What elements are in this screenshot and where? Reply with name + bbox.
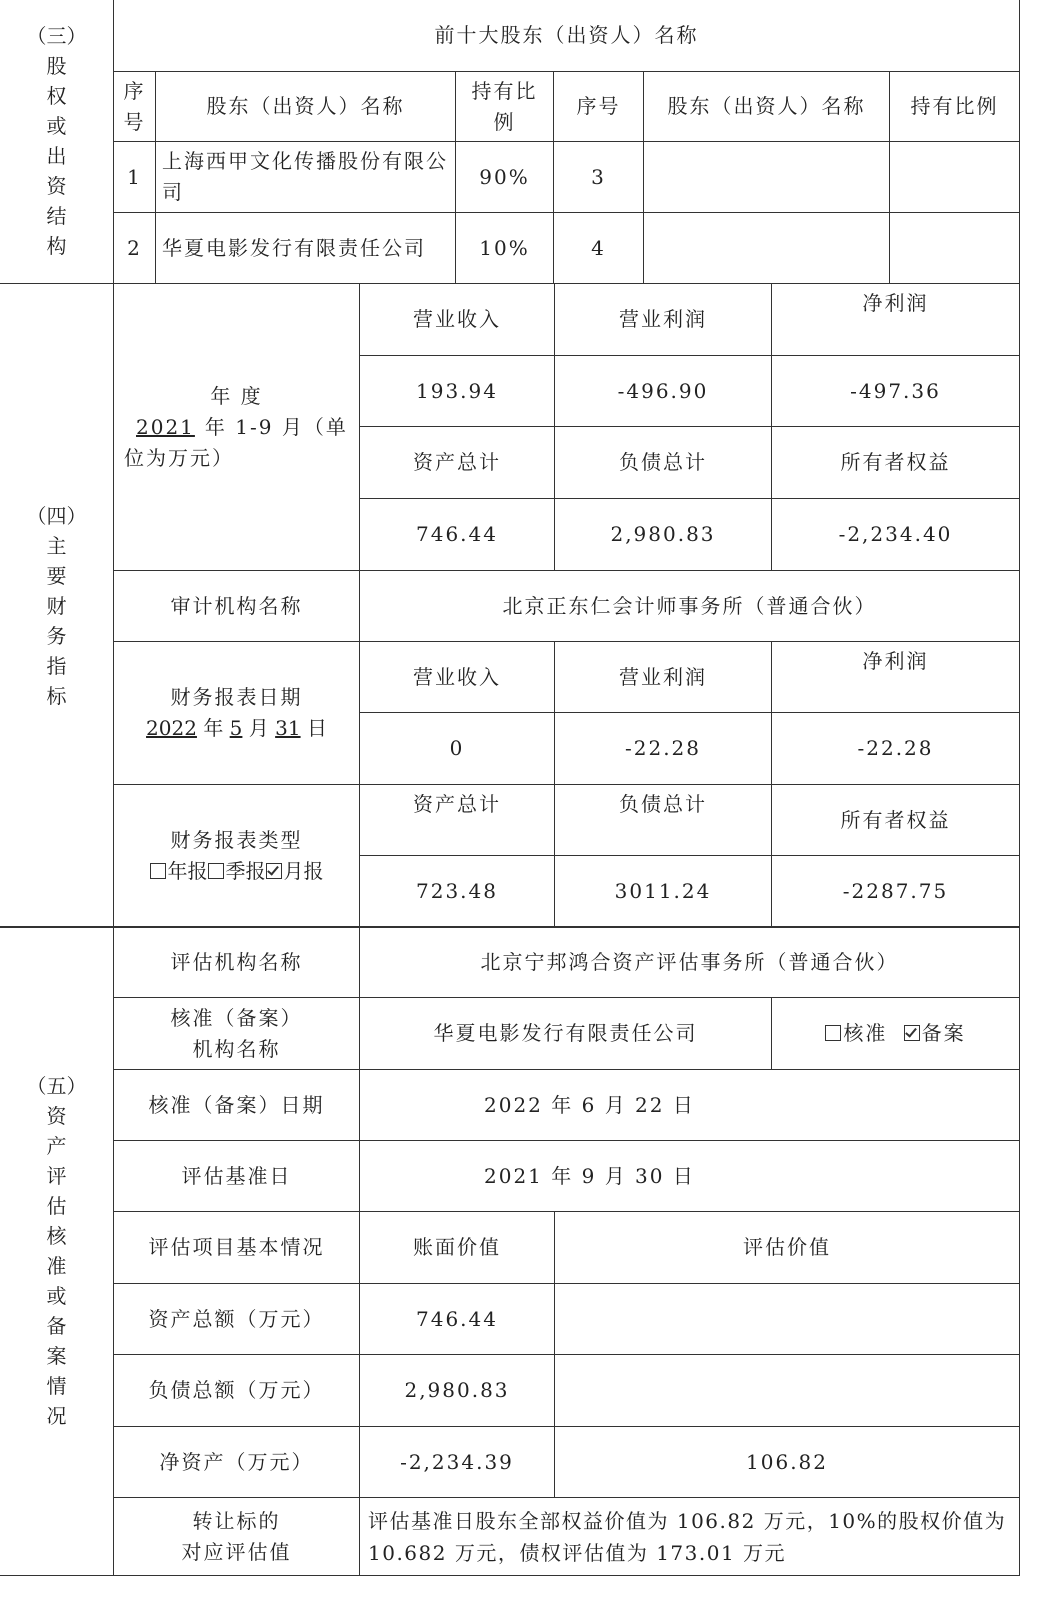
header-operating-profit: 营业利润 <box>555 284 772 356</box>
fiscal-period-cell <box>114 284 360 571</box>
report-type-label: 财务报表类型 <box>170 828 303 852</box>
equity-structure-table <box>0 0 1020 284</box>
total-liabilities-value-2: 3011.24 <box>555 856 772 928</box>
header-total-assets: 资产总计 <box>360 427 555 499</box>
transfer-target-value: 评估基准日股东全部权益价值为 106.82 万元，10%的股权价值为 10.682 万元，债权评估值为 173.01 万元 <box>360 1498 1020 1576</box>
unit-day: 日 <box>306 716 327 740</box>
holding-ratio-2 <box>890 142 1020 213</box>
shareholder-name-2 <box>644 142 890 213</box>
valuation-base-date-label: 评估基准日 <box>114 1141 360 1212</box>
approval-type-cell <box>772 998 1020 1070</box>
monthly-report-label: 月报 <box>283 859 324 883</box>
filing-checkbox-checked <box>904 1025 920 1041</box>
filing-label: 备案 <box>921 1021 966 1045</box>
financial-indicators-table <box>0 283 1020 928</box>
operating-profit-value: -496.90 <box>555 356 772 427</box>
approve-checkbox <box>825 1025 841 1041</box>
header-total-liabilities: 负债总计 <box>555 427 772 499</box>
report-date-day: 31 <box>275 716 301 740</box>
top10-shareholders-title: 前十大股东（出资人）名称 <box>114 0 1020 72</box>
quarterly-report-label: 季报 <box>225 859 266 883</box>
header-total-assets-2: 资产总计 <box>360 785 555 856</box>
approval-org-label-line1: 核准（备案） <box>170 1005 303 1030</box>
section-5-label: （五） 资 产 评 估 核 准 或 备 案 情 况 <box>0 927 114 1576</box>
header-ratio-2: 持有比例 <box>890 72 1020 142</box>
revenue-value: 193.94 <box>360 356 555 427</box>
monthly-report-checkbox-checked <box>266 863 282 879</box>
audit-firm-value: 北京正东仁会计师事务所（普通合伙） <box>360 571 1020 642</box>
transfer-target-label-line2: 对应评估值 <box>181 1539 292 1564</box>
net-assets-appraised-value: 106.82 <box>555 1427 1020 1498</box>
annual-report-label: 年报 <box>167 859 208 883</box>
net-profit-value-2: -22.28 <box>772 713 1020 785</box>
valuation-firm-value: 北京宁邦鸿合资产评估事务所（普通合伙） <box>360 927 1020 998</box>
total-assets-value: 746.44 <box>360 499 555 571</box>
total-liabilities-label: 负债总额（万元） <box>114 1355 360 1427</box>
header-owner-equity-2: 所有者权益 <box>772 785 1020 856</box>
annual-report-checkbox <box>150 863 166 879</box>
row-seq: 1 <box>114 142 156 213</box>
unit-month: 月 <box>248 716 269 740</box>
net-assets-label: 净资产（万元） <box>114 1427 360 1498</box>
shareholder-name: 上海西甲文化传播股份有限公司 <box>156 142 456 213</box>
table-row <box>0 213 1020 284</box>
holding-ratio: 10% <box>456 213 554 284</box>
revenue-value-2: 0 <box>360 713 555 785</box>
owner-equity-value-2: -2287.75 <box>772 856 1020 928</box>
header-book-value: 账面价值 <box>360 1212 555 1284</box>
shareholder-name-2 <box>644 213 890 284</box>
header-shareholder-name-1: 股东（出资人）名称 <box>156 72 456 142</box>
report-date-cell <box>114 642 360 785</box>
row-seq: 2 <box>114 213 156 284</box>
approval-date-label: 核准（备案）日期 <box>114 1070 360 1141</box>
approval-org-label-line2: 机构名称 <box>192 1036 281 1061</box>
holding-ratio-2 <box>890 213 1020 284</box>
report-date-label: 财务报表日期 <box>170 685 303 709</box>
header-operating-profit-2: 营业利润 <box>555 642 772 713</box>
section-4-label: （四） 主 要 财 务 指 标 <box>0 284 114 928</box>
total-assets-appraised-value <box>555 1284 1020 1355</box>
header-seq-1: 序号 <box>114 72 156 142</box>
header-appraised-value: 评估价值 <box>555 1212 1020 1284</box>
header-total-liabilities-2: 负债总计 <box>555 785 772 856</box>
approval-org-value: 华夏电影发行有限责任公司 <box>360 998 772 1070</box>
table-row <box>0 142 1020 213</box>
owner-equity-value: -2,234.40 <box>772 499 1020 571</box>
total-liabilities-value: 2,980.83 <box>555 499 772 571</box>
header-seq-2: 序号 <box>554 72 644 142</box>
approve-label: 核准 <box>843 1021 888 1045</box>
total-assets-book-value: 746.44 <box>360 1284 555 1355</box>
report-date-year: 2022 <box>146 716 197 740</box>
header-ratio-1: 持有比例 <box>456 72 554 142</box>
net-profit-value: -497.36 <box>772 356 1020 427</box>
report-date-month: 5 <box>229 716 243 740</box>
valuation-base-date-value: 2021 年 9 月 30 日 <box>360 1141 1020 1212</box>
header-revenue-2: 营业收入 <box>360 642 555 713</box>
operating-profit-value-2: -22.28 <box>555 713 772 785</box>
audit-firm-label: 审计机构名称 <box>114 571 360 642</box>
net-assets-book-value: -2,234.39 <box>360 1427 555 1498</box>
fiscal-year-label: 年 度 <box>210 383 263 408</box>
header-revenue: 营业收入 <box>360 284 555 356</box>
transfer-target-label <box>114 1498 360 1576</box>
header-shareholder-name-2: 股东（出资人）名称 <box>644 72 890 142</box>
holding-ratio: 90% <box>456 142 554 213</box>
fiscal-year-value: 2021 <box>136 414 195 439</box>
approval-org-label <box>114 998 360 1070</box>
project-basics-label: 评估项目基本情况 <box>114 1212 360 1284</box>
row-seq-2: 4 <box>554 213 644 284</box>
header-net-profit-2: 净利润 <box>772 642 1020 713</box>
valuation-firm-label: 评估机构名称 <box>114 927 360 998</box>
fiscal-period-suffix: 年 1-9 月（单位为万元） <box>124 414 348 470</box>
report-type-cell <box>114 785 360 928</box>
total-liabilities-appraised-value <box>555 1355 1020 1427</box>
approval-date-value: 2022 年 6 月 22 日 <box>360 1070 1020 1141</box>
total-assets-label: 资产总额（万元） <box>114 1284 360 1355</box>
row-seq-2: 3 <box>554 142 644 213</box>
total-assets-value-2: 723.48 <box>360 856 555 928</box>
shareholder-name: 华夏电影发行有限责任公司 <box>156 213 456 284</box>
unit-year: 年 <box>203 716 224 740</box>
header-net-profit: 净利润 <box>772 284 1020 356</box>
header-owner-equity: 所有者权益 <box>772 427 1020 499</box>
transfer-target-label-line1: 转让标的 <box>192 1508 281 1533</box>
section-3-label: （三） 股 权 或 出 资 结 构 <box>0 0 114 284</box>
total-liabilities-book-value: 2,980.83 <box>360 1355 555 1427</box>
quarterly-report-checkbox <box>208 863 224 879</box>
asset-valuation-table <box>0 926 1020 1576</box>
